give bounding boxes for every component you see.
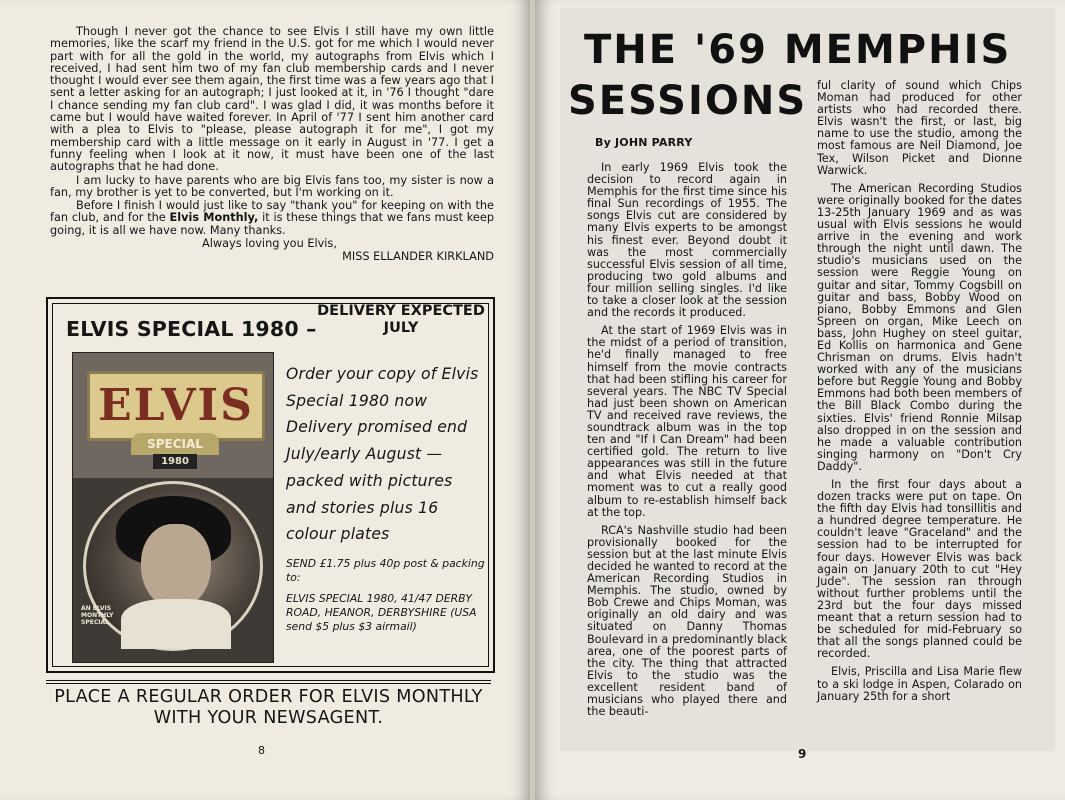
page-number: 9 (798, 747, 807, 761)
letter-signoff: Always loving you Elvis, (202, 237, 337, 251)
right-page (535, 0, 1065, 800)
portrait-face (141, 524, 211, 609)
cover-special-banner: SPECIAL (131, 433, 219, 455)
article-paragraph: In early 1969 Elvis took the decision to record again in Memphis for the first time since his final Sun recordings of 1955. The songs Elvis cut are considered by many Elvis experts to be amongst his finest ever. Beyond doubt it was the most commercially successful Elvis session of all time, producing two gold albums and four million selling singles. I'd like to take a closer look at the session and the records it produced. (587, 161, 787, 320)
article-column-1 (587, 162, 787, 724)
advert-title: ELVIS SPECIAL 1980 – (66, 317, 317, 341)
letter-paragraph-1: Though I never got the chance to see Elvis I still have my own little memories, like the scarf my friend in the U.S. got for me which I would never part with for all the gold in the world, my autographs from Elvis which I received, I had sent him two of my fan club membership cards and I never thought I would ever see them again, the first time was a few years ago that I sent a letter asking for an autograph; I just looked at it, in '76 I thought "dare I chance sending my fan club card". I was glad I did, it was months before it came but I would have waited forever. In April of '77 I sent him another card with a plea to Elvis to "please, please autograph it for me", I got my membership card with a little message on it early in August in '77. I get a funny feeling when I look at it now, it must have been one of the last autographs that he had done. (50, 25, 494, 174)
elvis-monthly-bold: Elvis Monthly, (169, 211, 259, 225)
letter-paragraph-2: I am lucky to have parents who are big Elvis fans too, my sister is now a fan, my brother is yet to be converted, but I'm working on it. (50, 173, 494, 199)
article-paragraph: Elvis, Priscilla and Lisa Marie flew to a ski lodge in Aspen, Colarado on January 25th for a short (817, 665, 1022, 703)
advert-copy: Order your copy of Elvis Special 1980 now Delivery promised end July/early August — packed with pictures and stories plus 16 colour plates (286, 365, 479, 544)
article-byline: By JOHN PARRY (595, 136, 693, 149)
cover-elvis-logo: ELVIS (87, 371, 265, 441)
article-paragraph: In the first four days about a dozen tracks were put on tape. On the fifth day Elvis had tonsillitis and a hundred degree temperature. He couldn't leave "Graceland" and the session had to be interrupted for four days. However Elvis was back again on January 20th to cut "Hey Jude". The session ran through without further problems until the 23rd but the four days missed meant that a return session had to be scheduled for mid-February so that all the songs planned could be recorded. (817, 478, 1022, 661)
page-number: 8 (258, 744, 265, 757)
divider-rule (46, 683, 491, 684)
letter-signer: MISS ELLANDER KIRKLAND (342, 250, 494, 264)
book-cover-image (72, 352, 274, 663)
cover-small-print: AN ELVIS MONTHLY SPECIAL (81, 605, 114, 626)
advert-price: SEND £1.75 plus 40p post & packing to: (286, 557, 485, 584)
article-paragraph: At the start of 1969 Elvis was in the midst of a period of transition, he'd finally managed to free himself from the movie contracts that had been stifling his career for several years. The NBC TV Special had just been shown on American TV and received rave reviews, the soundtrack album was in the top ten and "If I Can Dream" had been certified gold. The return to live appearances was still in the future and what Elvis needed at that moment was to cut a really good album to re-establish himself back at the top. (587, 324, 787, 519)
article-paragraph: RCA's Nashville studio had been provisionally booked for the session but at the last minute Elvis decided he wanted to record at the American Recording Studios in Memphis. The studio, owned by Bob Crewe and Chips Moman, was originally an old dairy and was situated on Danny Thomas Boulevard in a predominantly black area, one of the poorest parts of the city. The thing that attracted Elvis to the studio was the excellent resident band of musicians who played there and the beauti- (587, 523, 787, 719)
letter-text-end: it is these things that we fans must keep going, it is all we have now. Many thanks. (50, 211, 494, 237)
letter-text: Before I finish I would just like to say "thank you" for keeping on with the fan club, and for the (50, 199, 494, 225)
reader-letter (50, 26, 494, 265)
left-page (0, 0, 530, 800)
article-paragraph: The American Recording Studios were originally booked for the dates 13-25th January 1969 and as was usual with Elvis sessions he would arrive in the evening and work through the night until dawn. The studio's musicians used on the session were Reggie Young on guitar and sitar, Tommy Cogsbill on guitar and bass, Bobby Wood on piano, Bobby Emmons and Glen Spreen on organ, Mike Leech on bass, John Hughey on steel guitar, Ed Kollis on harmonica and Gene Chrisman on drums. Elvis hadn't worked with any of the musicians before but Reggie Young and Bobby Emmons had both been members of the Bill Black Combo during the sixties. Elvis' friend Ronnie Milsap also dropped in on the session and he made a valuable contribution singing harmony on "Don't Cry Daddy". (817, 181, 1022, 473)
order-notice: PLACE A REGULAR ORDER FOR ELVIS MONTHLY WITH YOUR NEWSAGENT. (54, 687, 483, 728)
headline-line-2: SESSIONS (568, 78, 808, 124)
advert-delivery-notice: DELIVERY EXPECTED JULY (317, 303, 485, 336)
cover-year: 1980 (153, 454, 197, 469)
article-paragraph: ful clarity of sound which Chips Moman had produced for other artists who had recorded there. Elvis wasn't the first, or last, big name to use the studio, among the most famous are Neil Diamond, Joe Tex, Wilson Picket and Dionne Warwick. (817, 79, 1022, 177)
advert-address: ELVIS SPECIAL 1980, 41/47 DERBY ROAD, HEANOR, DERBYSHIRE (USA send $5 plus $3 airmail) (286, 592, 477, 633)
article-column-2 (817, 80, 1022, 709)
elvis-special-advert (46, 297, 495, 673)
headline-line-1: THE '69 MEMPHIS (584, 27, 1012, 73)
letter-paragraph-3 (50, 200, 494, 237)
divider-rule (46, 680, 491, 681)
